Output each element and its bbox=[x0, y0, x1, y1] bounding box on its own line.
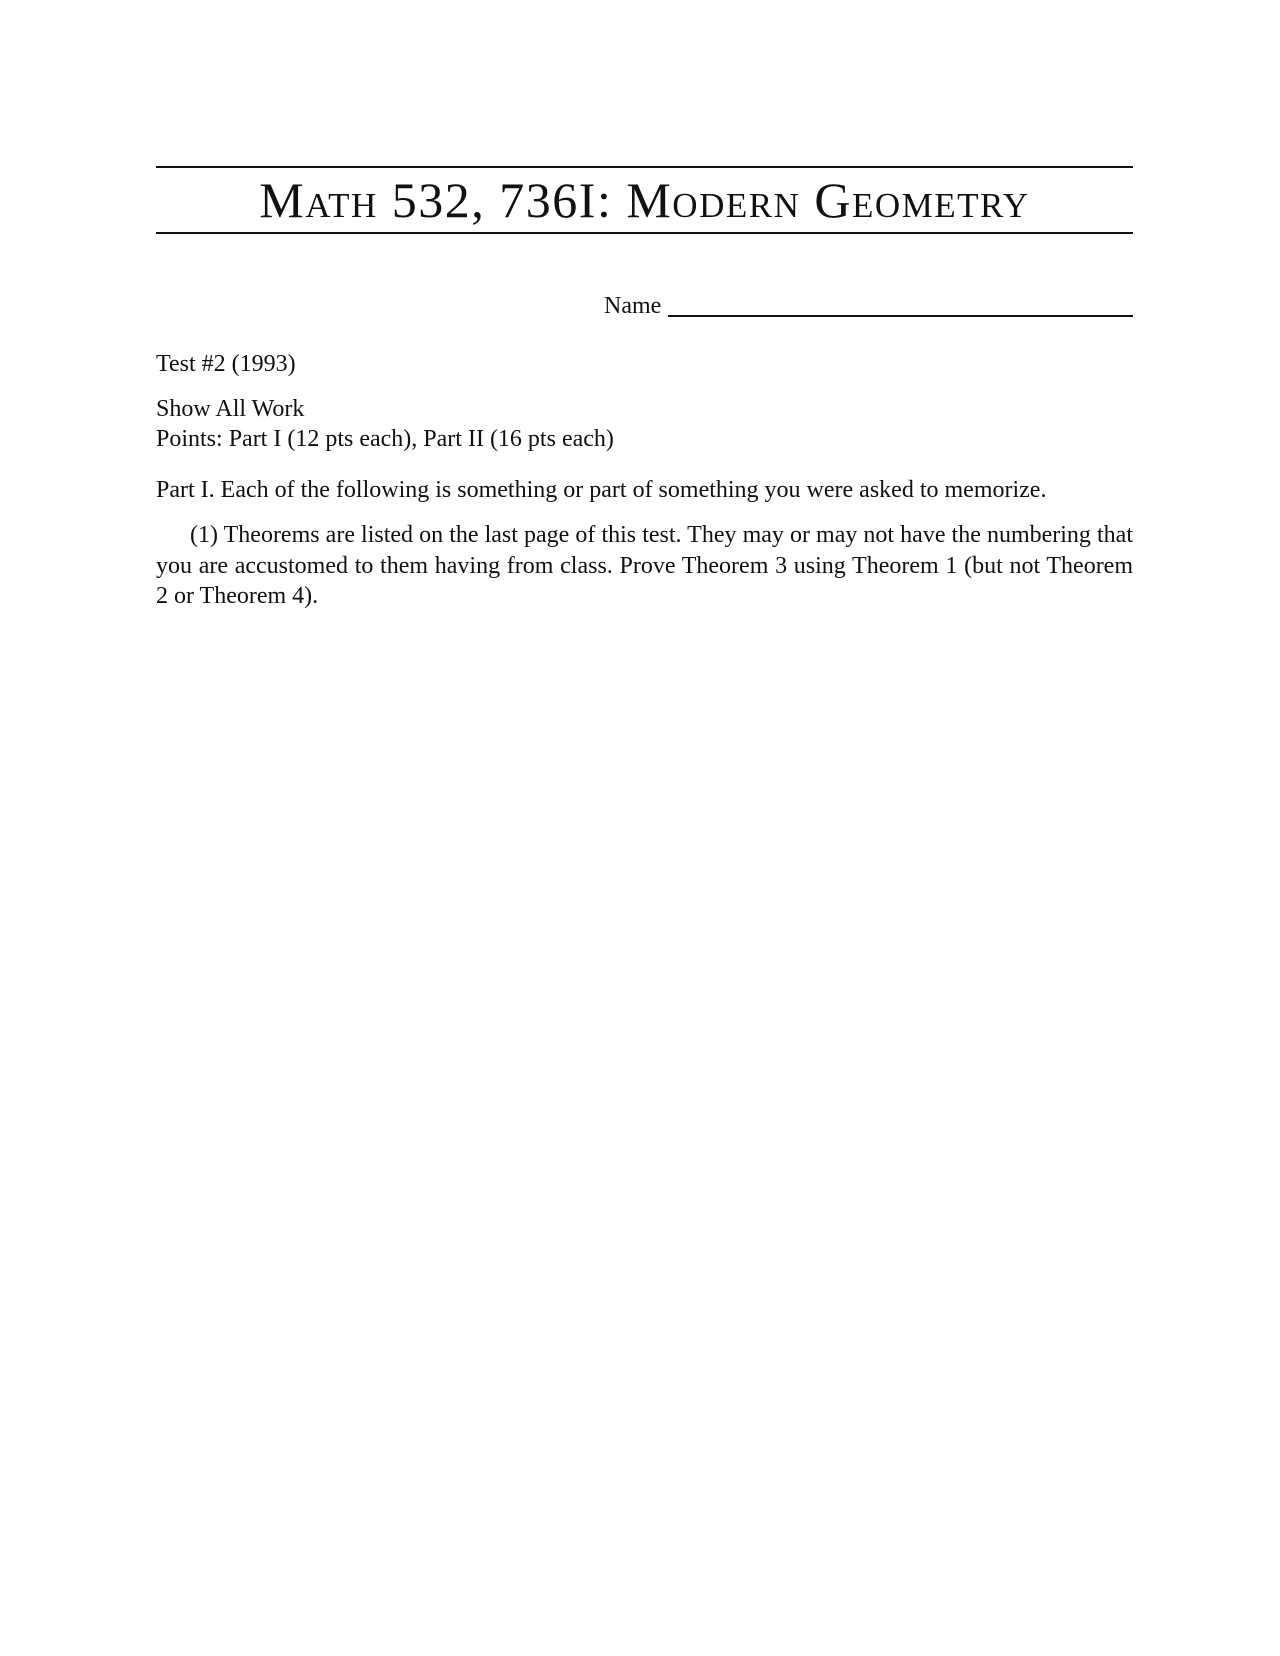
name-field bbox=[604, 286, 1133, 320]
title-rule-top bbox=[156, 166, 1133, 168]
instruction-text: Show All Work bbox=[156, 396, 305, 422]
title-rule-bottom bbox=[156, 232, 1133, 234]
test-number: Test #2 (1993) bbox=[156, 351, 296, 377]
points-text: Points: Part I (12 pts each), Part II (16 pts each) bbox=[156, 426, 614, 452]
problem-1: (1) Theorems are listed on the last page of this test. They may or may not have the numbering that you are accustomed to them having from class. Prove Theorem 3 using Theorem 1 (but not Theorem 2 or Theorem 4). bbox=[156, 522, 1133, 609]
exam-page bbox=[156, 0, 1133, 1656]
name-label: Name bbox=[604, 293, 662, 319]
page-title: Math 532, 736I: Modern Geometry bbox=[259, 172, 1030, 228]
name-blank-line bbox=[668, 289, 1133, 317]
part-one-heading: Part I. Each of the following is something or part of something you were asked to memorize. bbox=[156, 477, 1047, 503]
